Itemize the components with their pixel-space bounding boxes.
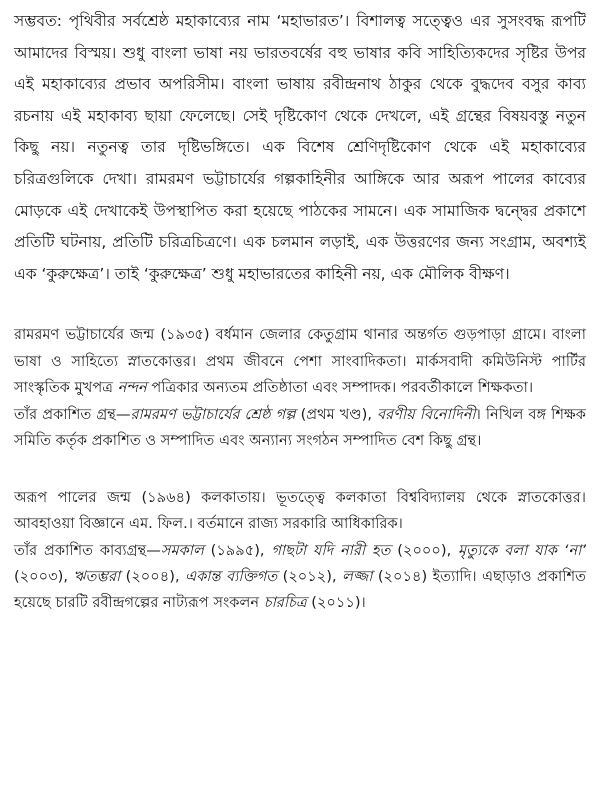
- work-title: লজ্জা: [342, 568, 373, 586]
- work-title: বরণীয় বিনোদিনী: [377, 405, 476, 423]
- work-year: (১৯৯৫),: [210, 541, 265, 559]
- work-year: (২০১২),: [282, 568, 337, 586]
- work-year: (২০১৪) ইত্যাদি। এছাড়াও প্রকাশিত হয়েছে চারটি রবীন্দ্রগল্পের নাট্যরূপ সংকলন: [14, 568, 587, 612]
- bio-text-end: পত্রিকার অন্যতম প্রতিষ্ঠাতা এবং সম্পাদক। পরবর্তীকালে শিক্ষকতা।: [151, 379, 534, 397]
- work-year: (২০১১)।: [311, 594, 366, 612]
- works-intro: তাঁর প্রকাশিত গ্রন্থ—: [14, 405, 131, 423]
- author-arup-section: [14, 485, 586, 617]
- work-title: সমকাল: [160, 541, 204, 559]
- works-intro: তাঁর প্রকাশিত কাব্যগ্রন্থ—: [14, 541, 161, 559]
- work-year: (২০০০),: [397, 541, 452, 559]
- work-year: (২০০৪),: [125, 568, 180, 586]
- bio-text: রামরমণ ভট্টাচার্যের জন্ম (১৯৩৫) বর্ধমান জেলার কেতুগ্রাম থানার অন্তর্গত গুড়পাড়া গ্রামে। বাংলা ভাষা ও সাহিত্যে স্নাতকোত্তর। প্রথম জীবনে পেশা সাংবাদিকতা। মার্কসবাদী কমিউনিস্ট পার্টির সাংস্কৃতিক মুখপত্র: [14, 326, 586, 397]
- work-year: (২০০৩),: [14, 568, 68, 586]
- work-title: মৃত্যুকে বলা যাক ‘না’: [458, 541, 587, 559]
- author-ramraman-section: [14, 322, 586, 455]
- work-title: চারচিত্র: [263, 594, 307, 612]
- author-arup-works: [14, 538, 586, 617]
- magazine-title: নন্দন: [117, 379, 147, 397]
- author-ramraman-works: [14, 402, 586, 455]
- work-title: একান্ত ব্যক্তিগত: [185, 568, 278, 586]
- author-ramraman-bio: [14, 322, 586, 402]
- intro-section: [14, 6, 586, 290]
- author-arup-bio: অরূপ পালের জন্ম (১৯৬৪) কলকাতায়। ভূতত্ত্বে কলকাতা বিশ্ববিদ্যালয় থেকে স্নাতকোত্তর। আবহাওয়া বিজ্ঞানে এম. ফিল.। বর্তমানে রাজ্য সরকারি আধিকারিক।: [14, 488, 586, 533]
- intro-paragraph: সম্ভবত: পৃথিবীর সর্বশ্রেষ্ঠ মহাকাব্যের নাম ‘মহাভারত’। বিশালত্ব সত্ত্বেও এর সুসংবদ্ধ রূপটি আমাদের বিস্ময়। শুধু বাংলা ভাষা নয় ভারতবর্ষের বহু ভাষার কবি সাহিত্যিকদের সৃষ্টির উপর এই মহাকাব্যের প্রভাব অপরিসীম। বাংলা ভাষায় রবীন্দ্রনাথ ঠাকুর থেকে বুদ্ধদেব বসুর কাব্য রচনায় এই মহাকাব্য ছায়া ফেলেছে। সেই দৃষ্টিকোণ থেকে দেখলে, এই গ্রন্থের বিষয়বস্তু নতুন কিছু নয়। নতুনত্ব তার দৃষ্টিভঙ্গিতে। এক বিশেষ শ্রেণিদৃষ্টিকোণ থেকে এই মহাকাব্যের চরিত্রগুলিকে দেখা। রামরমণ ভট্টাচার্যের গল্পকাহিনীর আঙ্গিকে আর অরূপ পালের কাব্যের মোড়কে এই দেখাকেই উপস্থাপিত করা হয়েছে পাঠকের সামনে। এক সামাজিক দ্বন্দ্বের প্রকাশে প্রতিটি ঘটনায়, প্রতিটি চরিত্রচিত্রণে। এক চলমান লড়াই, এক উত্তরণের জন্য সংগ্রাম, অবশ্যই এক ‘কুরুক্ষেত্র’। তাই ‘কুরুক্ষেত্র’ শুধু মহাভারতের কাহিনী নয়, এক মৌলিক বীক্ষণ।: [14, 12, 586, 283]
- works-end: । নিখিল বঙ্গ শিক্ষক সমিতি কর্তৃক প্রকাশিত ও সম্পাদিত এবং অন্যান্য সংগঠন সম্পাদিত বেশ কিছু গ্রন্থ।: [14, 405, 587, 450]
- work-title: গাছটা যদি নারী হত: [271, 541, 391, 559]
- work-title: রামরমণ ভট্টাচার্যের শ্রেষ্ঠ গল্প: [130, 405, 296, 423]
- work-title: ঋতম্ভরা: [73, 568, 121, 586]
- work-note: (প্রথম খণ্ড),: [300, 405, 372, 423]
